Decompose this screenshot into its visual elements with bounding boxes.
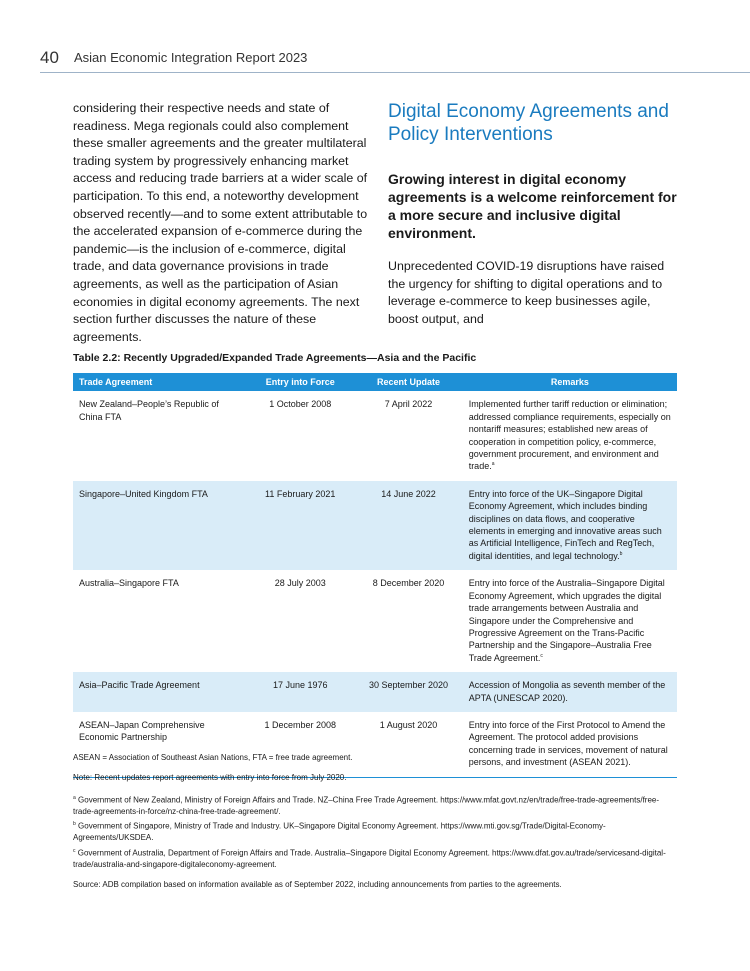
footnote-text: Government of Singapore, Ministry of Trade and Industry. UK–Singapore Digital Economy Agreement. https://www.mti.gov.sg/Trade/Digital-Economy-Agreements/UKSDEA.	[73, 821, 606, 843]
header-remarks: Remarks	[463, 373, 677, 391]
footnote-text: Government of New Zealand, Ministry of Foreign Affairs and Trade. NZ–China Free Trade Agreement. https://www.mfat.govt.nz/en/trade/free-trade-agreements/free-trade-agreements-in-force/nz-china-free-trade-agreement/.	[73, 795, 660, 816]
table-row	[73, 481, 677, 570]
left-column-paragraph: considering their respective needs and state of readiness. Mega regionals could also complement these smaller agreements and the greater multilateral trading system by progressively enhancing market access and reducing trade barriers at a wider scale of participation. To this end, a noteworthy development observed recently—and to some extent attributable to the accelerated expansion of e-commerce during the pandemic—is the inclusion of e-commerce, digital trade, and data governance provisions in trade agreements, as well as the participation of Asian economies in digital economy agreements. The next section further discusses the nature of these agreements.	[73, 101, 368, 344]
cell-entry: 1 October 2008	[269, 399, 332, 410]
cell-remarks: Entry into force of the First Protocol to Amend the Agreement. The protocol added provisions concerning trade in services, movement of natural persons, and investment (ASEAN 2021).	[463, 712, 677, 777]
cell-entry: 1 December 2008	[246, 712, 354, 777]
cell-agreement: New Zealand–People’s Republic of China FTA	[79, 399, 219, 422]
page-header	[40, 48, 750, 73]
footnote-marker: c	[540, 652, 543, 659]
cell-update: 8 December 2020	[372, 578, 445, 589]
remarks-text: Implemented further tariff reduction or elimination; addressed compliance requirements, especially on nontariff measures; established new areas of cooperation in competition policy, e-commerce, government procurement, and environment and trade.	[468, 399, 671, 472]
source-note: Source: ADB compilation based on information available as of September 2022, including announcements from parties to the agreements.	[73, 880, 562, 890]
remarks-text: Entry into force of the Australia–Singapore Digital Economy Agreement, which upgrades the digital trade arrangements between Australia and Singapore under the Comprehensive and Progressive Agreement on the Trans-Pacific Partnership and the Singapore–Australia Free Trade Agreement.	[468, 578, 665, 663]
footnote-mark: c	[73, 847, 76, 854]
abbreviations-note: ASEAN = Association of Southeast Asian Nations, FTA = free trade agreement.	[73, 753, 353, 762]
cell-entry: 28 July 2003	[274, 578, 326, 589]
footnote-text: Government of Australia, Department of Foreign Affairs and Trade. Australia–Singapore Digital Economy Agreement. https://www.dfat.gov.au/trade/servicesand-digital-trade/australia-and-singapore-digitaleconomy-agreement.	[73, 848, 666, 869]
cell-update: 14 June 2022	[354, 481, 462, 570]
cell-remarks	[463, 570, 677, 672]
cell-entry: 11 February 2021	[246, 481, 354, 570]
table-row	[73, 672, 677, 712]
footnote-c	[73, 846, 677, 870]
header-trade-agreement: Trade Agreement	[73, 373, 246, 391]
right-column	[388, 100, 678, 328]
cell-agreement: Australia–Singapore FTA	[79, 578, 179, 589]
header-entry-into-force: Entry into Force	[246, 373, 354, 391]
table-title: Table 2.2: Recently Upgraded/Expanded Trade Agreements—Asia and the Pacific	[73, 352, 477, 364]
trade-agreements-table	[73, 373, 677, 778]
footnote-marker: b	[619, 550, 623, 557]
cell-update: 1 August 2020	[354, 712, 462, 777]
footnote-marker: a	[491, 461, 495, 468]
running-title: Asian Economic Integration Report 2023	[74, 50, 308, 65]
right-column-paragraph: Unprecedented COVID-19 disruptions have raised the urgency for shifting to digital operations and to leverage e-commerce to keep businesses agile, boost output, and	[388, 259, 665, 326]
remarks-text: Entry into force of the UK–Singapore Digital Economy Agreement, which includes binding disciplines on data flows, and cooperative elements in emerging and innovative areas such as Artificial Intelligence, FinTech and RegTech, digital identities, and legal technology.	[468, 488, 662, 561]
table-notes	[73, 752, 677, 900]
section-subheading: Growing interest in digital economy agreements is a welcome reinforcement for a more secure and inclusive digital environment.	[388, 171, 677, 241]
cell-remarks	[463, 481, 677, 570]
footnote-mark: a	[73, 794, 76, 801]
footnote-a	[73, 793, 677, 817]
left-column	[73, 100, 368, 346]
section-heading: Digital Economy Agreements and Policy Interventions	[388, 101, 669, 145]
general-note: Note: Recent updates report agreements with entry into force from July 2020.	[73, 773, 347, 783]
cell-update: 7 April 2022	[384, 399, 433, 410]
cell-agreement: ASEAN–Japan Comprehensive Economic Partnership	[73, 712, 246, 777]
cell-agreement: Singapore–United Kingdom FTA	[73, 481, 246, 570]
cell-remarks: Accession of Mongolia as seventh member of the APTA (UNESCAP 2020).	[463, 672, 677, 712]
footnote-b	[73, 819, 677, 843]
table-row	[73, 391, 677, 480]
cell-entry: 17 June 1976	[246, 672, 354, 712]
table-header-row	[73, 373, 677, 391]
cell-agreement: Asia–Pacific Trade Agreement	[73, 672, 246, 712]
cell-update: 30 September 2020	[354, 672, 462, 712]
footnote-mark: b	[73, 821, 76, 828]
table-row	[73, 570, 677, 672]
page-number: 40	[40, 48, 59, 67]
header-recent-update: Recent Update	[354, 373, 462, 391]
cell-remarks	[463, 391, 677, 480]
